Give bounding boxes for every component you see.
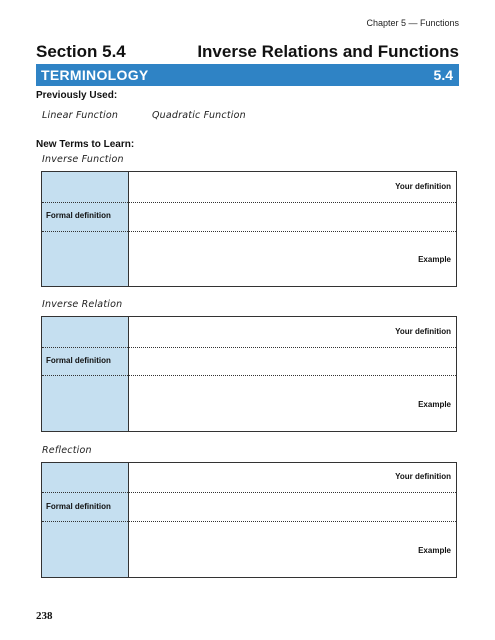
row-divider bbox=[42, 202, 456, 203]
example-label: Example bbox=[418, 255, 451, 264]
section-number: Section 5.4 bbox=[36, 42, 126, 61]
row-divider bbox=[42, 521, 456, 522]
section-title: Inverse Relations and Functions bbox=[197, 42, 459, 61]
label-column bbox=[42, 172, 129, 286]
term-name-inverse-relation: Inverse Relation bbox=[42, 299, 123, 310]
previously-used-heading: Previously Used: bbox=[36, 90, 118, 101]
term-name-inverse-function: Inverse Function bbox=[42, 154, 124, 165]
page-number: 238 bbox=[36, 610, 53, 622]
term-box-reflection bbox=[41, 462, 457, 578]
formal-definition-label: Formal definition bbox=[46, 356, 111, 365]
formal-definition-label: Formal definition bbox=[46, 211, 111, 220]
row-divider bbox=[42, 375, 456, 376]
formal-definition-label: Formal definition bbox=[46, 502, 111, 511]
previous-term-quadratic: Quadratic Function bbox=[152, 110, 246, 121]
label-column bbox=[42, 317, 129, 431]
your-definition-label: Your definition bbox=[395, 327, 451, 336]
banner-number: 5.4 bbox=[433, 67, 453, 83]
terminology-banner bbox=[36, 64, 459, 86]
label-column bbox=[42, 463, 129, 577]
row-divider bbox=[42, 347, 456, 348]
previous-term-linear: Linear Function bbox=[42, 110, 119, 121]
term-name-reflection: Reflection bbox=[42, 445, 92, 456]
section-title-row bbox=[36, 42, 459, 64]
chapter-header: Chapter 5 — Functions bbox=[366, 18, 459, 28]
row-divider bbox=[42, 492, 456, 493]
new-terms-heading: New Terms to Learn: bbox=[36, 139, 135, 150]
your-definition-label: Your definition bbox=[395, 472, 451, 481]
your-definition-label: Your definition bbox=[395, 182, 451, 191]
example-label: Example bbox=[418, 400, 451, 409]
term-box-inverse-function bbox=[41, 171, 457, 287]
banner-label: TERMINOLOGY bbox=[41, 67, 149, 83]
term-box-inverse-relation bbox=[41, 316, 457, 432]
row-divider bbox=[42, 231, 456, 232]
example-label: Example bbox=[418, 546, 451, 555]
